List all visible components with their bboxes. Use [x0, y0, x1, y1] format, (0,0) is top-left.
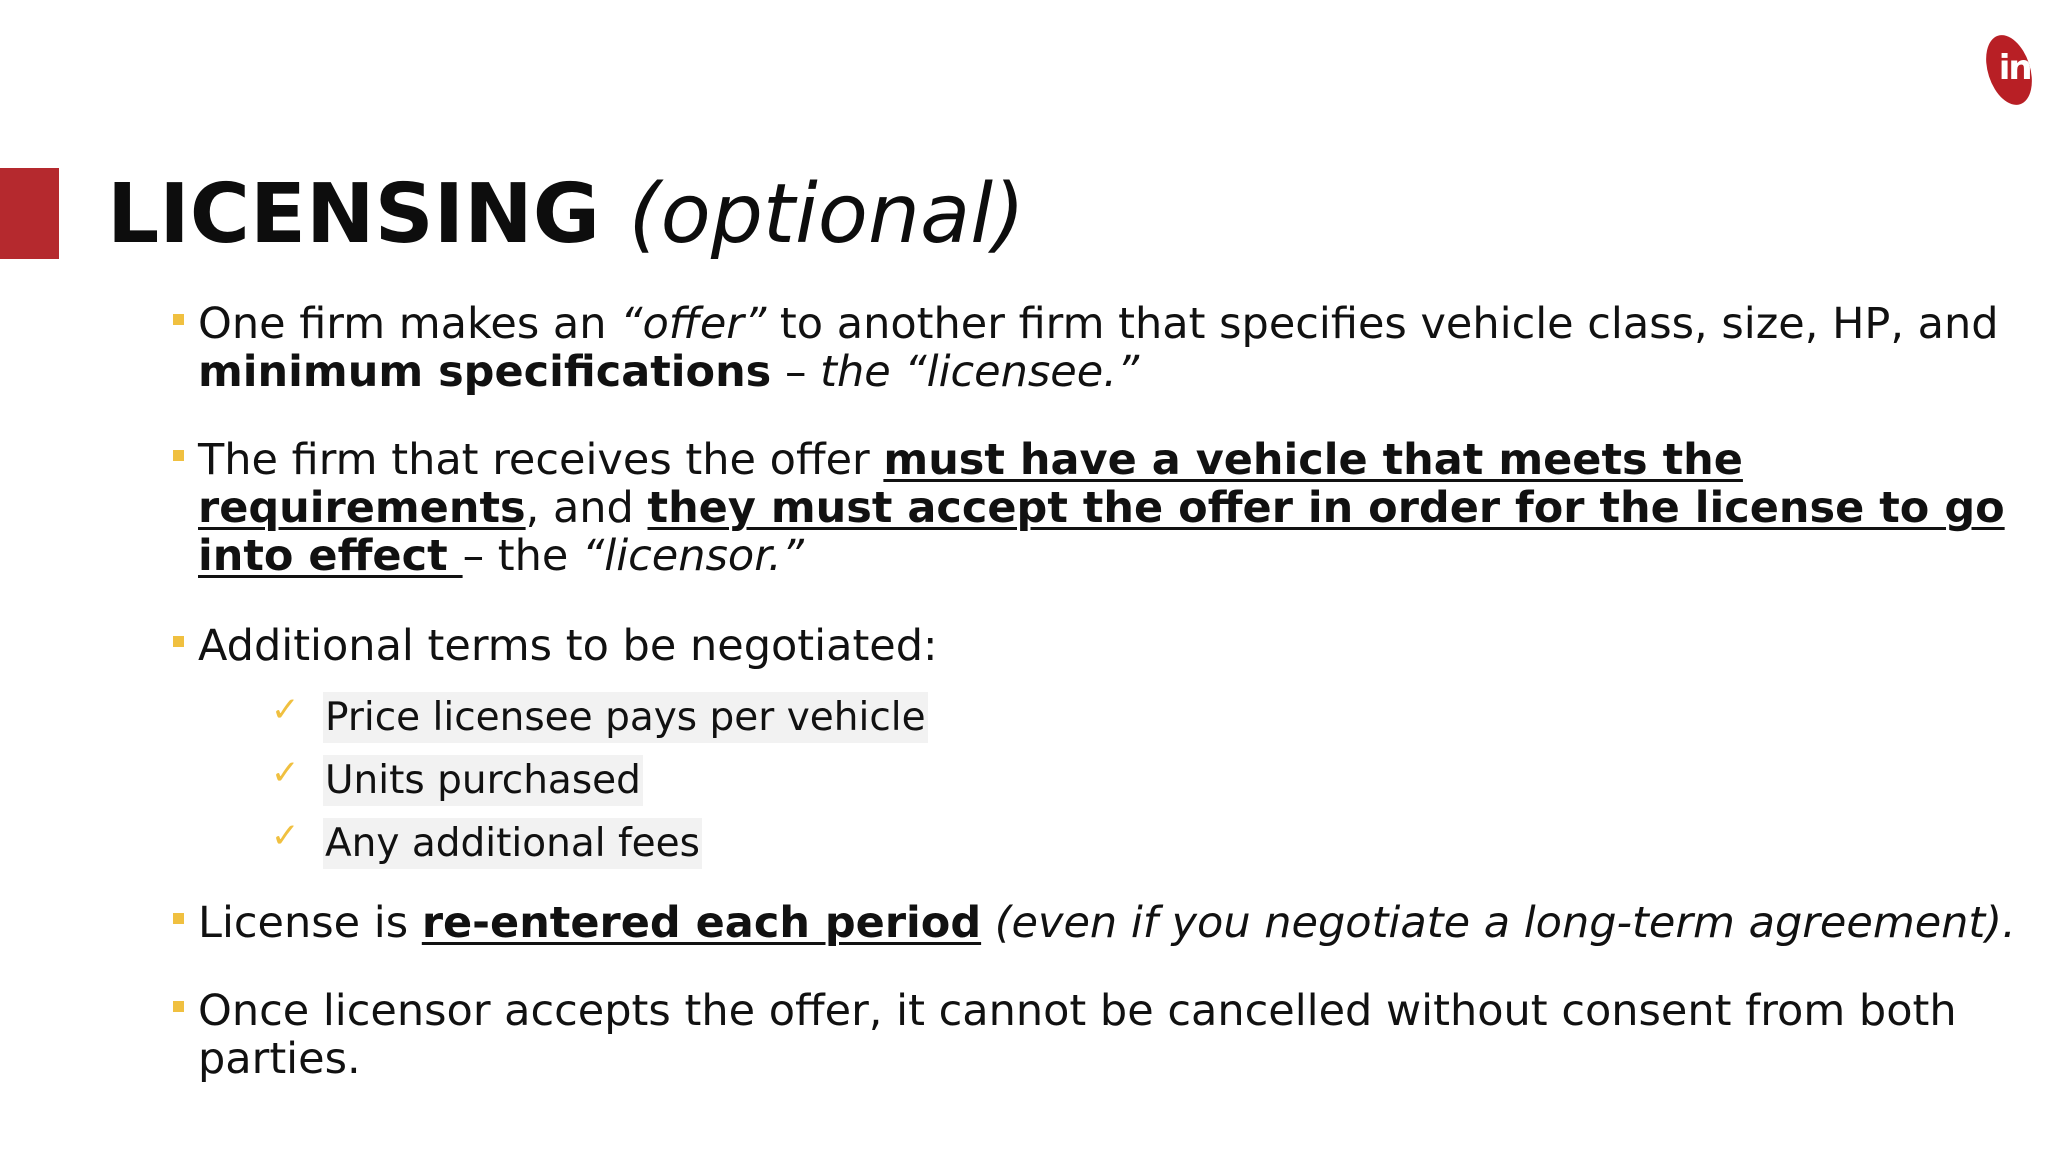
- bullet-marker: [173, 1001, 184, 1012]
- page-title: [107, 162, 1025, 268]
- bullet-text: Additional terms to be negotiated:: [198, 621, 938, 671]
- bullet-marker: [173, 913, 184, 924]
- requirements-emphasis: must have a vehicle that meets the requirements: [198, 435, 1743, 533]
- page-title-suffix: (optional): [628, 167, 1025, 262]
- bullet-text: , and: [525, 483, 648, 533]
- terms-sublist: [198, 692, 2023, 881]
- subitem-text: Units purchased: [323, 755, 643, 806]
- subitem-text: Price licensee pays per vehicle: [323, 692, 928, 743]
- bullet-text: One firm makes an: [198, 299, 621, 349]
- bullet-text: [981, 898, 995, 948]
- subitem-text: Any additional fees: [323, 818, 702, 869]
- long-term-note: (even if you negotiate a long-term agreement).: [994, 898, 2016, 948]
- reentered-emphasis: re-entered each period: [421, 898, 982, 948]
- check-icon: ✓: [271, 753, 300, 793]
- bullet-text: Once licensor accepts the offer, it cannot be cancelled without consent from both parties.: [198, 986, 1957, 1084]
- bullet-offer: [173, 300, 2023, 396]
- bullet-marker: [173, 636, 184, 647]
- list-item: [198, 818, 2023, 881]
- page-title-main: LICENSING: [107, 167, 601, 262]
- brand-logo-text: in: [1998, 48, 2031, 89]
- bullet-marker: [173, 314, 184, 325]
- bullet-text: License is: [198, 898, 422, 948]
- licensor-role: “licensor.”: [582, 531, 804, 581]
- offer-quote: “offer”: [620, 299, 767, 349]
- bullet-marker: [173, 450, 184, 461]
- bullet-text: The firm that receives the offer: [198, 435, 884, 485]
- list-item: [198, 692, 2023, 755]
- bullet-text: –: [771, 347, 821, 397]
- minimum-specs-emphasis: minimum specifications: [198, 347, 772, 397]
- bullet-additional-terms: [173, 622, 2023, 881]
- bullet-text: – the: [462, 531, 582, 581]
- brand-logo: [1978, 29, 2040, 110]
- accept-offer-emphasis: they must accept the offer in order for the license to go into effect: [198, 483, 2005, 581]
- bullet-reentered: [173, 899, 2023, 947]
- slide-content: [173, 300, 2023, 1083]
- licensee-role: the “licensee.”: [820, 347, 1140, 397]
- title-accent-bar: [0, 168, 59, 259]
- check-icon: ✓: [271, 690, 300, 730]
- bullet-cancellation: [173, 987, 2023, 1083]
- check-icon: ✓: [271, 816, 300, 856]
- bullet-receiver: [173, 436, 2023, 580]
- bullet-text: to another firm that specifies vehicle class, size, HP, and: [766, 299, 1999, 349]
- list-item: [198, 755, 2023, 818]
